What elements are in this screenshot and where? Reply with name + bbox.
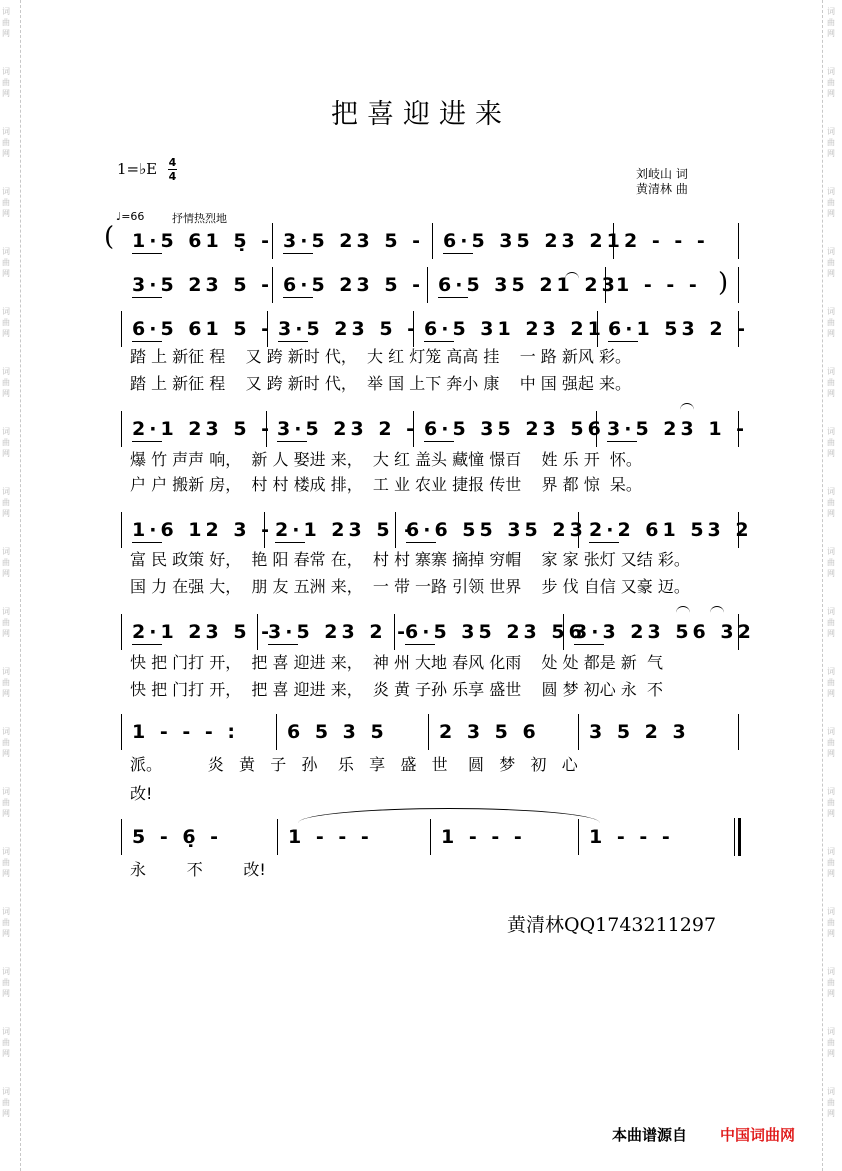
beam-underline <box>443 253 473 254</box>
slur-arc <box>676 606 690 613</box>
expression-marking: 抒情热烈地 <box>172 212 227 225</box>
bar-line <box>578 819 579 855</box>
beam-underline <box>278 341 308 342</box>
time-signature-bottom: 4 <box>168 170 177 183</box>
slur-arc <box>565 272 579 279</box>
watermark-mark: 词 曲 网 <box>827 787 835 818</box>
final-bar-line-thick <box>738 818 741 856</box>
lyric-line: 富 民 政策 好， 艳 阳 春常 在， 村 村 寨寨 摘掉 穷帽 家 家 张灯 又结 彩。 <box>130 550 690 569</box>
lyric-line: 改! <box>130 784 153 803</box>
watermark-mark: 词 曲 网 <box>2 127 10 158</box>
slur-arc <box>710 606 724 613</box>
left-margin-line <box>20 0 21 1171</box>
lyric-line: 户 户 搬新 房， 村 村 楼成 排， 工 业 农业 捷报 传世 界 都 惊 呆。 <box>130 475 642 494</box>
measure-notes: 3·5 23 1 - <box>607 418 749 440</box>
bar-line <box>121 714 122 750</box>
measure-notes: 2 3 5 6 <box>439 721 540 743</box>
lyric-line: 快 把 门打 开， 把 喜 迎进 来， 炎 黄 子孙 乐享 盛世 圆 梦 初心 永 不 <box>130 680 663 699</box>
bar-line <box>121 614 122 650</box>
measure-notes: 2 - - - <box>624 230 709 252</box>
measure-notes: 6·5 35 23 56 <box>405 621 586 643</box>
measure-notes: 3·3 23 56 32 <box>574 621 755 643</box>
beam-underline <box>607 441 637 442</box>
measure-notes: 5 - 6̣ - <box>132 826 223 848</box>
watermark-mark: 词 曲 网 <box>827 847 835 878</box>
lyric-line: 永 不 改! <box>130 860 266 879</box>
tie-arc <box>298 808 600 823</box>
measure-notes: 1 - - - <box>441 826 526 848</box>
measure-notes: 1 - - - : <box>132 721 239 743</box>
bar-line <box>738 267 739 303</box>
watermark-mark: 词 曲 网 <box>2 427 10 458</box>
bar-line <box>121 311 122 347</box>
watermark-mark: 词 曲 网 <box>2 847 10 878</box>
final-bar-line <box>734 818 735 856</box>
watermark-mark: 词 曲 网 <box>827 1087 835 1118</box>
slur-arc <box>680 403 694 410</box>
watermark-mark: 词 曲 网 <box>2 1087 10 1118</box>
measure-notes: 1 - - - <box>589 826 674 848</box>
watermark-mark: 词 曲 网 <box>827 7 835 38</box>
intro-open-parenthesis: ( <box>104 222 115 252</box>
measure-notes: 6·6 55 35 23 <box>406 519 587 541</box>
measure-notes: 6·5 35 21 23 <box>438 274 619 296</box>
measure-notes: 6·5 35 23 56 <box>424 418 605 440</box>
beam-underline <box>438 297 468 298</box>
measure-notes: 3 5 2 3 <box>589 721 690 743</box>
watermark-mark: 词 曲 网 <box>827 667 835 698</box>
beam-underline <box>589 542 619 543</box>
watermark-mark: 词 曲 网 <box>2 307 10 338</box>
watermark-mark: 词 曲 网 <box>2 667 10 698</box>
measure-notes: 2·1 23 5 - <box>132 621 274 643</box>
measure-notes: 3·5 23 2 - <box>277 418 419 440</box>
arranger-signature: 黄清林QQ1743211297 <box>507 914 717 936</box>
watermark-mark: 词 曲 网 <box>827 427 835 458</box>
watermark-mark: 词 曲 网 <box>827 487 835 518</box>
measure-notes: 3·5 23 5 - <box>283 230 425 252</box>
watermark-mark: 词 曲 网 <box>827 67 835 98</box>
measure-notes: 6·5 23 5 - <box>283 274 425 296</box>
bar-line <box>432 223 433 259</box>
lyric-line: 踏 上 新征 程 又 跨 新时 代， 举 国 上下 奔小 康 中 国 强起 来。 <box>130 374 631 393</box>
measure-notes: 6·5 61 5 - <box>132 318 274 340</box>
tempo-marking: ♩=66 <box>116 210 145 223</box>
lyric-line: 派。 炎 黄 子 孙 乐 享 盛 世 圆 梦 初 心 <box>130 755 578 774</box>
watermark-mark: 词 曲 网 <box>2 547 10 578</box>
time-signature <box>168 157 177 182</box>
watermark-mark: 词 曲 网 <box>827 247 835 278</box>
watermark-mark: 词 曲 网 <box>827 607 835 638</box>
beam-underline <box>268 644 298 645</box>
song-title: 把喜迎进来 <box>331 99 511 130</box>
bar-line <box>121 819 122 855</box>
beam-underline <box>424 441 454 442</box>
beam-underline <box>132 297 162 298</box>
beam-underline <box>405 644 435 645</box>
measure-notes: 1 - - - <box>616 274 701 296</box>
key-signature: 1=♭E <box>117 160 158 178</box>
watermark-mark: 词 曲 网 <box>2 907 10 938</box>
watermark-mark: 词 曲 网 <box>2 67 10 98</box>
beam-underline <box>132 253 162 254</box>
beam-underline <box>132 644 162 645</box>
measure-notes: 1 - - - <box>288 826 373 848</box>
measure-notes: 1·6 12 3 - <box>132 519 274 541</box>
measure-notes: 3·5 23 2 - <box>268 621 410 643</box>
bar-line <box>427 267 428 303</box>
bar-line <box>738 223 739 259</box>
watermark-mark: 词 曲 网 <box>2 487 10 518</box>
footer-site-name: 中国词曲网 <box>720 1126 796 1144</box>
watermark-mark: 词 曲 网 <box>2 607 10 638</box>
beam-underline <box>608 341 638 342</box>
lyric-line: 国 力 在强 大， 朋 友 五洲 来， 一 带 一路 引领 世界 步 伐 自信 又豪 迈。 <box>130 577 690 596</box>
bar-line <box>578 714 579 750</box>
measure-notes: 6 5 3 5 <box>287 721 388 743</box>
watermark-mark: 词 曲 网 <box>827 187 835 218</box>
bar-line <box>121 411 122 447</box>
watermark-mark: 词 曲 网 <box>827 1027 835 1058</box>
lyricist-credit: 刘岐山 词 <box>636 167 688 181</box>
watermark-mark: 词 曲 网 <box>2 187 10 218</box>
bar-line <box>428 714 429 750</box>
intro-close-parenthesis: ) <box>718 268 729 298</box>
lyric-line: 快 把 门打 开， 把 喜 迎进 来， 神 州 大地 春风 化雨 处 处 都是 新 气 <box>130 653 663 672</box>
watermark-mark: 词 曲 网 <box>2 787 10 818</box>
watermark-mark: 词 曲 网 <box>827 727 835 758</box>
lyric-line: 踏 上 新征 程 又 跨 新时 代， 大 红 灯笼 高高 挂 一 路 新风 彩。 <box>130 347 631 366</box>
measure-notes: 3·5 23 5 - <box>132 274 274 296</box>
bar-line <box>277 819 278 855</box>
measure-notes: 6·5 31 23 21 <box>424 318 605 340</box>
watermark-mark: 词 曲 网 <box>827 127 835 158</box>
measure-notes: 2·2 61 53 2 <box>589 519 753 541</box>
beam-underline <box>132 542 162 543</box>
beam-underline <box>406 542 436 543</box>
beam-underline <box>424 341 454 342</box>
bar-line <box>121 512 122 548</box>
beam-underline <box>283 253 313 254</box>
watermark-mark: 词 曲 网 <box>2 727 10 758</box>
measure-notes: 3·5 23 5 - <box>278 318 420 340</box>
measure-notes: 6·5 35 23 21 <box>443 230 624 252</box>
lyric-line: 爆 竹 声声 响， 新 人 娶进 来， 大 红 盖头 藏憧 憬百 姓 乐 开 怀。 <box>130 450 642 469</box>
watermark-mark: 词 曲 网 <box>2 1027 10 1058</box>
beam-underline <box>277 441 307 442</box>
watermark-mark: 词 曲 网 <box>2 367 10 398</box>
watermark-mark: 词 曲 网 <box>827 907 835 938</box>
measure-notes: 2·1 23 5 - <box>275 519 417 541</box>
watermark-mark: 词 曲 网 <box>827 367 835 398</box>
measure-notes: 6·1 53 2 - <box>608 318 750 340</box>
beam-underline <box>574 644 604 645</box>
bar-line <box>738 714 739 750</box>
watermark-mark: 词 曲 网 <box>2 247 10 278</box>
beam-underline <box>283 297 313 298</box>
watermark-mark: 词 曲 网 <box>827 307 835 338</box>
composer-credit: 黄清林 曲 <box>636 182 688 196</box>
time-signature-top: 4 <box>168 156 177 169</box>
footer-source-label: 本曲谱源自 <box>612 1126 688 1144</box>
right-margin-line <box>822 0 823 1171</box>
watermark-mark: 词 曲 网 <box>827 967 835 998</box>
watermark-mark: 词 曲 网 <box>827 547 835 578</box>
beam-underline <box>132 441 162 442</box>
measure-notes: 1·5 61 5̣ - <box>132 230 274 252</box>
watermark-mark: 词 曲 网 <box>2 7 10 38</box>
beam-underline <box>275 542 305 543</box>
bar-line <box>430 819 431 855</box>
beam-underline <box>132 341 162 342</box>
measure-notes: 2·1 23 5 - <box>132 418 274 440</box>
bar-line <box>276 714 277 750</box>
watermark-mark: 词 曲 网 <box>2 967 10 998</box>
